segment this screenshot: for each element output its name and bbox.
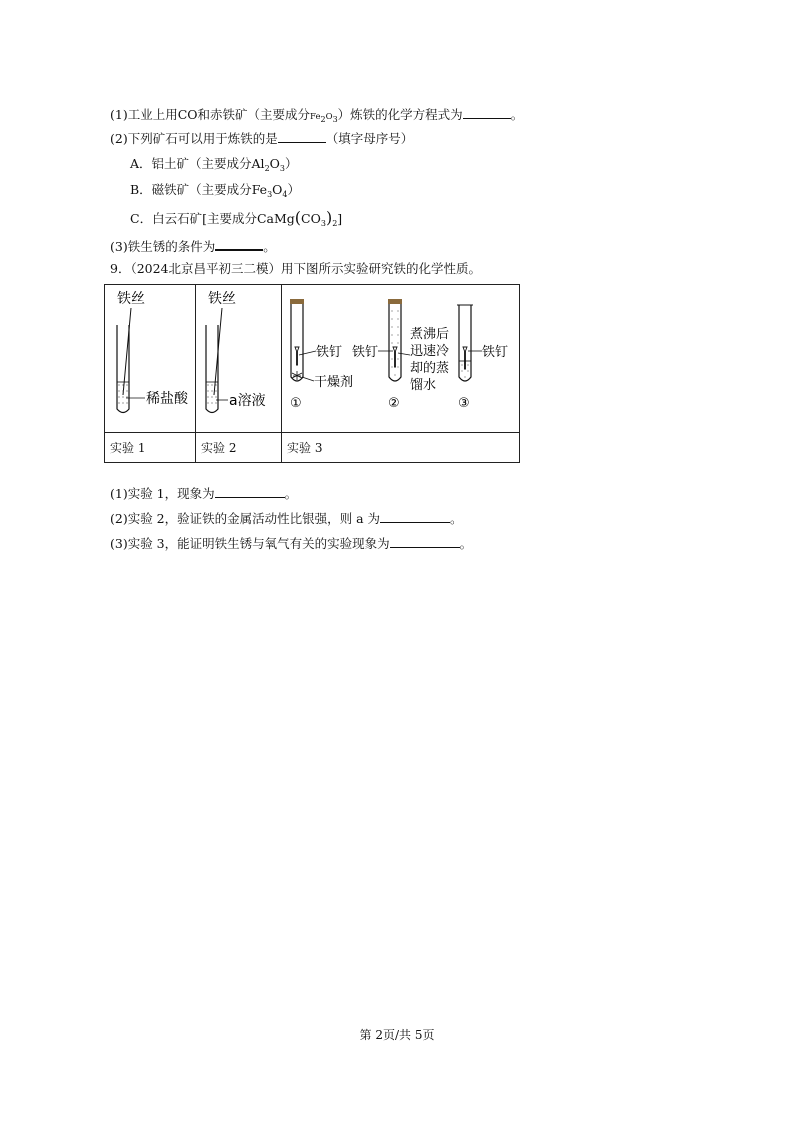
experiment-3-figure: [282, 285, 520, 433]
boiled-water-dots: [391, 310, 398, 375]
answer-blank[interactable]: [278, 130, 326, 143]
iron-wire-label: 铁丝: [117, 291, 145, 307]
water-label-line2: 迅速冷: [410, 344, 450, 359]
test-tubes-3-diagram: [282, 285, 520, 429]
answer-blank[interactable]: [380, 510, 450, 523]
q8-option-b: B．磁铁矿（主要成分$Fe_3O_4$）: [130, 182, 301, 199]
experiment-1-figure: [105, 285, 196, 433]
desiccant: [292, 371, 302, 380]
desiccant-label: 干燥剂: [314, 375, 354, 390]
rubber-stopper: [388, 299, 402, 304]
q9-part2: (2)实验 2，验证铁的金属活动性比银强，则 a 为 。: [110, 511, 463, 526]
q9-stem: 9．（2024北京昌平初三二模）用下图所示实验研究铁的化学性质。: [110, 261, 482, 276]
test-tube-1-diagram: [105, 285, 196, 429]
q8-option-c: C．白云石矿[主要成分$CaMg(CO_3)_2$]: [130, 208, 343, 228]
q9-part3: (3)实验 3，能证明铁生锈与氧气有关的实验现象为 。: [110, 536, 473, 551]
tube-number-3: ③: [458, 396, 470, 411]
iron-nail: [393, 347, 397, 367]
answer-blank[interactable]: [390, 535, 460, 548]
answer-blank[interactable]: [463, 106, 511, 119]
water-label-line1: 煮沸后: [410, 327, 450, 342]
nail-label-2: 铁钉: [352, 345, 379, 360]
q8-option-a: A．铝土矿（主要成分$Al_2O_3$）: [130, 156, 298, 173]
iron-nail: [463, 347, 467, 369]
tube-number-1: ①: [290, 396, 302, 411]
page-footer: 第 2页/共 5页: [359, 1028, 435, 1042]
caption-experiment-1: 实验 1: [105, 433, 196, 463]
liquid-dots: [207, 384, 216, 403]
experiment-table: [104, 284, 520, 463]
rubber-stopper: [290, 299, 304, 304]
caption-experiment-2: 实验 2: [196, 433, 282, 463]
water-dots: [461, 364, 468, 377]
iron-wire-label: 铁丝: [208, 291, 236, 307]
q8-part2: (2)下列矿石可以用于炼铁的是 （填字母序号）: [110, 131, 414, 146]
q9-part1: (1)实验 1，现象为 。: [110, 486, 298, 501]
test-tube-2-diagram: [196, 285, 282, 429]
q8-part1: (1)工业上用CO和赤铁矿（主要成分$Fe_2O_3$）炼铁的化学方程式为 。: [110, 107, 524, 124]
water-label-line4: 馏水: [410, 378, 437, 393]
iron-nail: [295, 347, 299, 365]
nail-label-3: 铁钉: [482, 345, 509, 360]
a-solution-label: a溶液: [229, 393, 266, 409]
dilute-hcl-label: 稀盐酸: [146, 391, 188, 407]
caption-experiment-3: 实验 3: [282, 433, 520, 463]
answer-blank[interactable]: [215, 485, 285, 498]
test-tube-3: [459, 305, 471, 381]
water-label-line3: 却的蒸: [410, 361, 450, 376]
nail-label-1: 铁钉: [316, 345, 343, 360]
test-tube-1: [291, 304, 303, 381]
test-tube-2: [389, 304, 401, 381]
q8-part3: (3)铁生锈的条件为 。: [110, 239, 276, 254]
answer-blank[interactable]: [215, 237, 263, 251]
experiment-2-figure: [196, 285, 282, 433]
test-tube: [117, 325, 129, 413]
tube-number-2: ②: [388, 396, 400, 411]
